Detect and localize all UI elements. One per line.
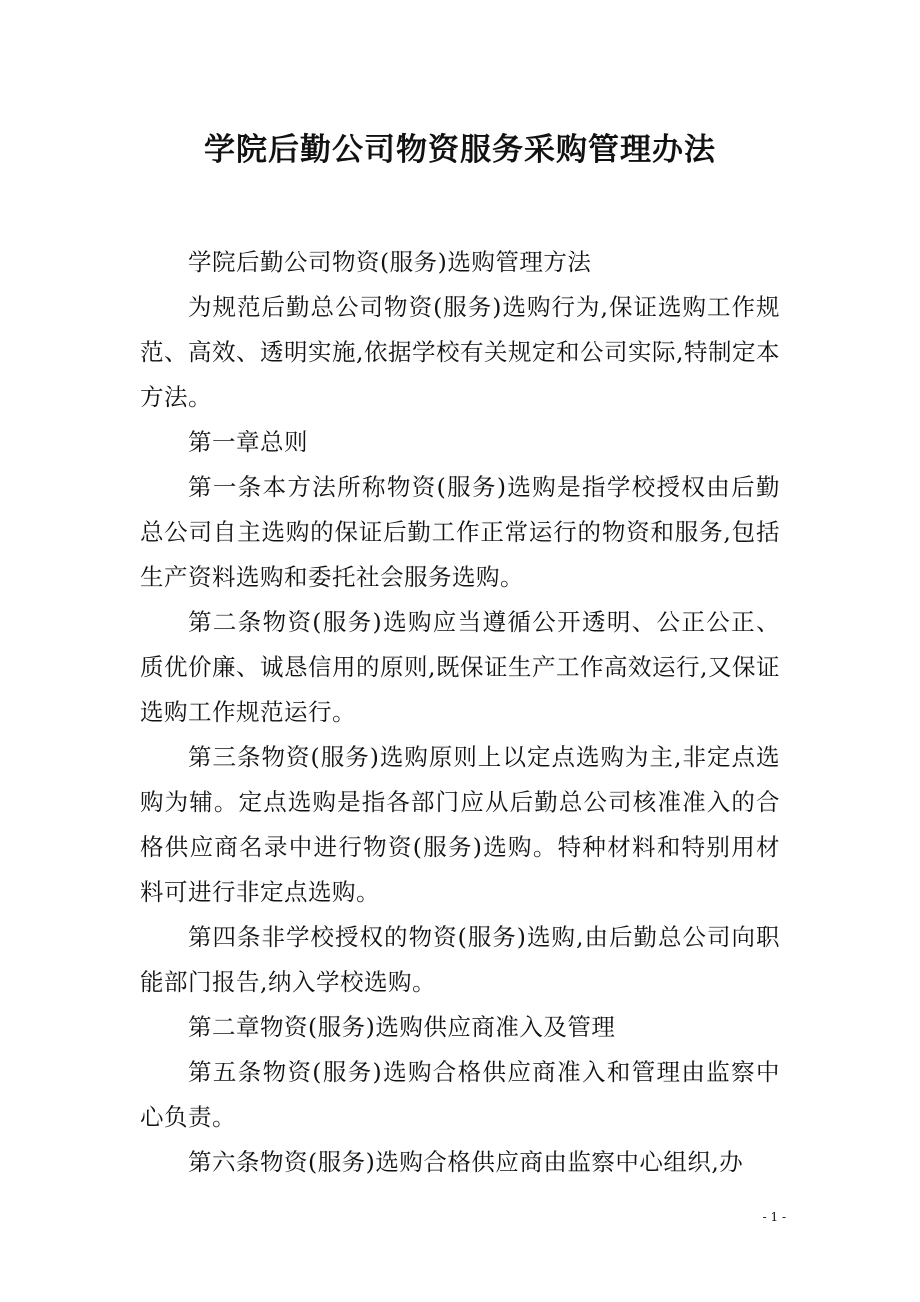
article-1: 第一条本方法所称物资(服务)选购是指学校授权由后勤总公司自主选购的保证后勤工作正常运行的物资和服务,包括生产资料选购和委托社会服务选购。 [140,473,780,591]
chapter-heading-2: 第二章物资(服务)选购供应商准入及管理 [188,1013,616,1041]
chapter-heading-1: 第一章总则 [188,428,308,456]
document-body [140,240,780,1185]
page-number: - 1 - [762,1210,786,1224]
article-5: 第五条物资(服务)选购合格供应商准入和管理由监察中心负责。 [140,1058,780,1131]
paragraph-purpose: 为规范后勤总公司物资(服务)选购行为,保证选购工作规范、高效、透明实施,依据学校有关规定和公司实际,特制定本方法。 [140,293,780,411]
article-3: 第三条物资(服务)选购原则上以定点选购为主,非定点选购为辅。定点选购是指各部门应从后勤总公司核准准入的合格供应商名录中进行物资(服务)选购。特种材料和特别用材料可进行非定点选购。 [140,743,780,906]
article-2: 第二条物资(服务)选购应当遵循公开透明、公正公正、质优价廉、诚恳信用的原则,既保证生产工作高效运行,又保证选购工作规范运行。 [140,608,780,726]
article-4: 第四条非学校授权的物资(服务)选购,由后勤总公司向职能部门报告,纳入学校选购。 [140,923,780,996]
document-title: 学院后勤公司物资服务采购管理办法 [204,132,716,168]
paragraph-subtitle: 学院后勤公司物资(服务)选购管理方法 [188,248,592,276]
article-6: 第六条物资(服务)选购合格供应商由监察中心组织,办 [188,1148,744,1176]
